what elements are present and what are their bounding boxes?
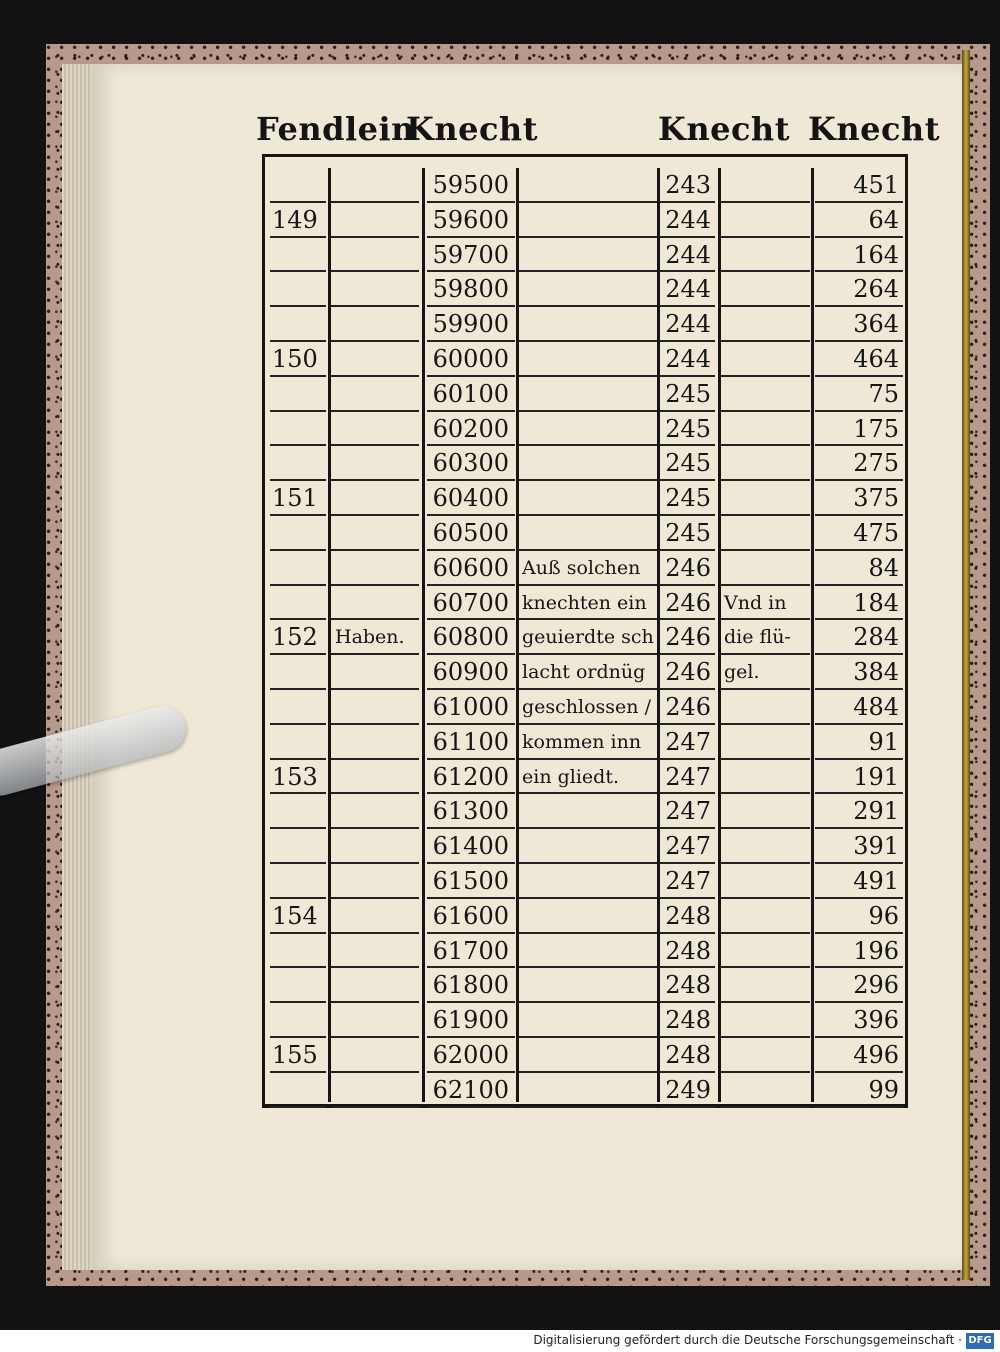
table-row	[265, 725, 906, 760]
table-cell-fluegel: die flü-	[720, 620, 810, 655]
table-cell-knecht: 59500	[427, 168, 515, 203]
header-fendlein: Fendlein	[256, 110, 415, 148]
table-cell-glied: 248	[659, 968, 715, 1003]
table-cell-text	[519, 1038, 657, 1073]
table-cell-rest: 364	[815, 307, 903, 342]
table-cell-note	[331, 516, 419, 551]
table-cell-fendlein	[270, 446, 326, 481]
table-cell-glied: 244	[659, 203, 715, 238]
table-row	[265, 238, 906, 273]
table-cell-rest: 291	[815, 794, 903, 829]
table-cell-text	[519, 934, 657, 969]
table-cell-text: lacht ordnüg	[519, 655, 657, 690]
table-cell-knecht: 59700	[427, 238, 515, 273]
table-row	[265, 899, 906, 934]
table-cell-knecht: 59800	[427, 272, 515, 307]
table-cell-text	[519, 1073, 657, 1108]
table-cell-fendlein	[270, 238, 326, 273]
table-row	[265, 481, 906, 516]
table-cell-rest: 91	[815, 725, 903, 760]
table-cell-fluegel	[720, 307, 810, 342]
table-cell-text: Auß solchen	[519, 551, 657, 586]
table-cell-knecht: 60800	[427, 620, 515, 655]
table-cell-fendlein	[270, 551, 326, 586]
table-row	[265, 829, 906, 864]
table-cell-glied: 248	[659, 1003, 715, 1038]
table-cell-glied: 245	[659, 481, 715, 516]
table-cell-rest: 451	[815, 168, 903, 203]
table-cell-note	[331, 377, 419, 412]
table-cell-rest: 264	[815, 272, 903, 307]
table-cell-fluegel	[720, 934, 810, 969]
table-cell-fluegel	[720, 446, 810, 481]
table-cell-rest: 464	[815, 342, 903, 377]
table-cell-glied: 244	[659, 238, 715, 273]
table-cell-glied: 248	[659, 934, 715, 969]
table-cell-rest: 496	[815, 1038, 903, 1073]
table-row	[265, 1003, 906, 1038]
table-cell-rest: 64	[815, 203, 903, 238]
table-cell-note	[331, 203, 419, 238]
table-cell-text	[519, 481, 657, 516]
table-cell-knecht: 61300	[427, 794, 515, 829]
table-cell-fendlein: 152	[270, 620, 326, 655]
table-cell-note	[331, 1038, 419, 1073]
table-cell-knecht: 60400	[427, 481, 515, 516]
table-row	[265, 968, 906, 1003]
table-cell-fendlein	[270, 864, 326, 899]
table-row	[265, 307, 906, 342]
table-cell-knecht: 62000	[427, 1038, 515, 1073]
table-cell-fluegel	[720, 203, 810, 238]
table-cell-fendlein	[270, 412, 326, 447]
table-cell-knecht: 60000	[427, 342, 515, 377]
table-cell-fluegel	[720, 342, 810, 377]
table-cell-fendlein	[270, 725, 326, 760]
table-cell-fendlein	[270, 516, 326, 551]
table-cell-fluegel	[720, 412, 810, 447]
table-cell-text: ein gliedt.	[519, 760, 657, 795]
table-body	[265, 168, 906, 1108]
table-cell-fluegel	[720, 516, 810, 551]
table-cell-note	[331, 760, 419, 795]
table-row	[265, 272, 906, 307]
table-cell-note	[331, 1003, 419, 1038]
table-row	[265, 516, 906, 551]
table-row	[265, 760, 906, 795]
table-cell-glied: 247	[659, 794, 715, 829]
table-cell-text	[519, 1003, 657, 1038]
table-cell-note	[331, 446, 419, 481]
table-row	[265, 794, 906, 829]
table-cell-glied: 245	[659, 516, 715, 551]
table-cell-fluegel	[720, 829, 810, 864]
table-cell-text: geschlossen /	[519, 690, 657, 725]
table-cell-glied: 246	[659, 551, 715, 586]
table-row	[265, 342, 906, 377]
table-cell-note	[331, 725, 419, 760]
table-cell-text	[519, 446, 657, 481]
table-cell-note: Haben.	[331, 620, 419, 655]
table-cell-knecht: 60100	[427, 377, 515, 412]
table-cell-fendlein	[270, 1073, 326, 1108]
table-cell-knecht: 60900	[427, 655, 515, 690]
table-cell-rest: 75	[815, 377, 903, 412]
table-cell-text	[519, 307, 657, 342]
table-cell-glied: 243	[659, 168, 715, 203]
table-cell-fendlein	[270, 655, 326, 690]
table-cell-fendlein: 155	[270, 1038, 326, 1073]
table-cell-note	[331, 238, 419, 273]
table-cell-text	[519, 412, 657, 447]
table-cell-note	[331, 829, 419, 864]
table-cell-note	[331, 899, 419, 934]
table-cell-fendlein	[270, 690, 326, 725]
table-cell-note	[331, 655, 419, 690]
table-cell-fendlein: 153	[270, 760, 326, 795]
footer-credit: Digitalisierung gefördert durch die Deutsche Forschungsgemeinschaft ·	[533, 1333, 962, 1347]
table-cell-knecht: 61600	[427, 899, 515, 934]
table-cell-fluegel	[720, 968, 810, 1003]
table-cell-rest: 491	[815, 864, 903, 899]
table-cell-knecht: 61200	[427, 760, 515, 795]
header-knecht-2: Knecht	[658, 110, 790, 148]
table-cell-rest: 396	[815, 1003, 903, 1038]
page-edges	[62, 64, 94, 1270]
table-cell-rest: 96	[815, 899, 903, 934]
table-cell-fendlein: 151	[270, 481, 326, 516]
table-row	[265, 203, 906, 238]
table-cell-glied: 246	[659, 655, 715, 690]
table-row	[265, 377, 906, 412]
table-cell-fluegel	[720, 168, 810, 203]
table-cell-fluegel	[720, 481, 810, 516]
table-row	[265, 655, 906, 690]
table-cell-fendlein	[270, 1003, 326, 1038]
table-cell-text	[519, 794, 657, 829]
table-cell-fluegel	[720, 725, 810, 760]
table-cell-note	[331, 342, 419, 377]
table-cell-rest: 191	[815, 760, 903, 795]
table-cell-fendlein: 150	[270, 342, 326, 377]
table-cell-text	[519, 272, 657, 307]
table-cell-rest: 275	[815, 446, 903, 481]
table-cell-knecht: 60500	[427, 516, 515, 551]
table-cell-fendlein	[270, 168, 326, 203]
table-cell-rest: 184	[815, 586, 903, 621]
table-cell-rest: 296	[815, 968, 903, 1003]
table-cell-knecht: 59900	[427, 307, 515, 342]
table-cell-fluegel	[720, 899, 810, 934]
table-cell-fendlein	[270, 829, 326, 864]
table-cell-knecht: 62100	[427, 1073, 515, 1108]
table-cell-glied: 247	[659, 864, 715, 899]
table-cell-note	[331, 412, 419, 447]
table-cell-glied: 248	[659, 1038, 715, 1073]
table-cell-fendlein	[270, 586, 326, 621]
table-cell-note	[331, 934, 419, 969]
table-cell-fluegel	[720, 272, 810, 307]
table-cell-fendlein: 154	[270, 899, 326, 934]
table-cell-glied: 245	[659, 446, 715, 481]
table-row	[265, 168, 906, 203]
table-cell-fluegel: gel.	[720, 655, 810, 690]
table-cell-text	[519, 899, 657, 934]
table-cell-fluegel	[720, 1073, 810, 1108]
table-cell-rest: 164	[815, 238, 903, 273]
table-cell-fluegel	[720, 794, 810, 829]
table-cell-text: kommen inn	[519, 725, 657, 760]
binding-thread	[962, 50, 970, 1280]
table-cell-glied: 244	[659, 342, 715, 377]
table-cell-knecht: 60700	[427, 586, 515, 621]
table-cell-rest: 99	[815, 1073, 903, 1108]
table-cell-rest: 375	[815, 481, 903, 516]
table-cell-glied: 246	[659, 586, 715, 621]
table-row	[265, 934, 906, 969]
table-cell-knecht: 60600	[427, 551, 515, 586]
table-row	[265, 551, 906, 586]
table-cell-glied: 246	[659, 690, 715, 725]
header-knecht-3: Knecht	[808, 110, 940, 148]
table-cell-text	[519, 829, 657, 864]
table-cell-glied: 245	[659, 412, 715, 447]
table-cell-note	[331, 794, 419, 829]
table-cell-text: knechten ein	[519, 586, 657, 621]
table-cell-knecht: 61400	[427, 829, 515, 864]
table-cell-glied: 246	[659, 620, 715, 655]
table-row	[265, 412, 906, 447]
table-cell-knecht: 61500	[427, 864, 515, 899]
table-cell-fendlein	[270, 272, 326, 307]
table-row	[265, 1038, 906, 1073]
table-cell-text	[519, 168, 657, 203]
table-cell-fluegel	[720, 690, 810, 725]
table-cell-knecht: 60200	[427, 412, 515, 447]
table-cell-text: geuierdte sch	[519, 620, 657, 655]
table-cell-fluegel	[720, 864, 810, 899]
table-cell-fendlein: 149	[270, 203, 326, 238]
table-cell-glied: 247	[659, 760, 715, 795]
table-cell-rest: 384	[815, 655, 903, 690]
table-row	[265, 446, 906, 481]
table-cell-fluegel	[720, 1038, 810, 1073]
table-cell-knecht: 61800	[427, 968, 515, 1003]
table-cell-fluegel	[720, 551, 810, 586]
table-cell-glied: 247	[659, 829, 715, 864]
table-cell-note	[331, 551, 419, 586]
table-cell-note	[331, 586, 419, 621]
table-cell-fluegel	[720, 760, 810, 795]
table-row	[265, 690, 906, 725]
table-row	[265, 1073, 906, 1108]
table-cell-fendlein	[270, 934, 326, 969]
table-cell-note	[331, 481, 419, 516]
table-row	[265, 586, 906, 621]
table-cell-note	[331, 690, 419, 725]
table-row	[265, 864, 906, 899]
table-cell-rest: 84	[815, 551, 903, 586]
table-cell-text	[519, 238, 657, 273]
table-cell-knecht: 61000	[427, 690, 515, 725]
table-cell-text	[519, 377, 657, 412]
table-cell-rest: 475	[815, 516, 903, 551]
table-cell-rest: 175	[815, 412, 903, 447]
table-cell-knecht: 61900	[427, 1003, 515, 1038]
table-cell-fendlein	[270, 968, 326, 1003]
table-cell-rest: 391	[815, 829, 903, 864]
table-cell-text	[519, 203, 657, 238]
table-cell-text	[519, 864, 657, 899]
table-cell-text	[519, 516, 657, 551]
table-cell-fluegel	[720, 238, 810, 273]
table-cell-note	[331, 272, 419, 307]
dfg-logo-icon: DFG	[966, 1333, 994, 1349]
table-cell-rest: 196	[815, 934, 903, 969]
table-cell-fendlein	[270, 794, 326, 829]
table-cell-rest: 284	[815, 620, 903, 655]
table-cell-knecht: 60300	[427, 446, 515, 481]
table-cell-fluegel	[720, 377, 810, 412]
table-cell-note	[331, 968, 419, 1003]
table-cell-knecht: 61700	[427, 934, 515, 969]
table-cell-note	[331, 168, 419, 203]
table-cell-knecht: 59600	[427, 203, 515, 238]
header-knecht-1: Knecht	[406, 110, 538, 148]
table-cell-text	[519, 342, 657, 377]
table-cell-note	[331, 307, 419, 342]
table-cell-glied: 245	[659, 377, 715, 412]
table-cell-rest: 484	[815, 690, 903, 725]
table-cell-glied: 244	[659, 307, 715, 342]
table-cell-fluegel: Vnd in	[720, 586, 810, 621]
table-cell-fluegel	[720, 1003, 810, 1038]
table-cell-note	[331, 1073, 419, 1108]
table-cell-glied: 248	[659, 899, 715, 934]
table-cell-fendlein	[270, 377, 326, 412]
table-cell-text	[519, 968, 657, 1003]
table-cell-knecht: 61100	[427, 725, 515, 760]
table-row	[265, 620, 906, 655]
table-cell-note	[331, 864, 419, 899]
table-cell-glied: 244	[659, 272, 715, 307]
table-cell-fendlein	[270, 307, 326, 342]
table-cell-glied: 249	[659, 1073, 715, 1108]
table-cell-glied: 247	[659, 725, 715, 760]
